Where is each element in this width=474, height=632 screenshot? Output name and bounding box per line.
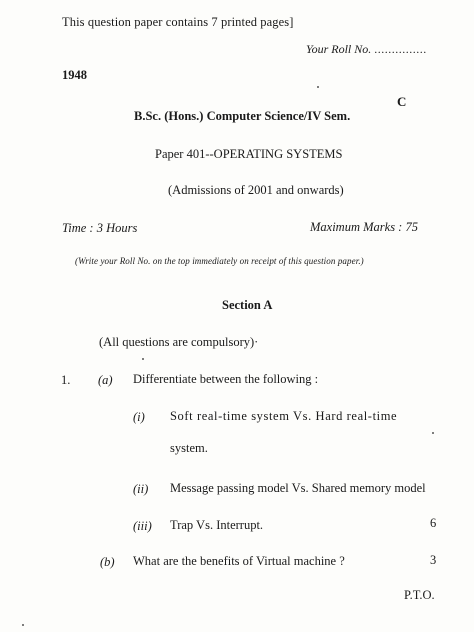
scan-speck bbox=[142, 358, 144, 360]
item-i-text: Soft real-time system Vs. Hard real-time bbox=[170, 409, 398, 423]
section-note: (All questions are compulsory)· bbox=[99, 335, 259, 349]
pto-footer: P.T.O. bbox=[404, 588, 435, 602]
part-a-label: (a) bbox=[98, 373, 113, 387]
item-ii-label: (ii) bbox=[133, 482, 149, 496]
roll-blank: ............... bbox=[374, 42, 427, 56]
part-b-text: What are the benefits of Virtual machine ? bbox=[133, 554, 345, 568]
time-allowed: Time : 3 Hours bbox=[62, 221, 138, 235]
item-i-continuation: system. bbox=[170, 441, 208, 455]
maximum-marks: Maximum Marks : 75 bbox=[310, 220, 418, 234]
section-heading: Section A bbox=[222, 298, 273, 312]
part-a-text: Differentiate between the following : bbox=[133, 372, 319, 386]
item-iii-label: (iii) bbox=[133, 519, 152, 533]
pages-note: This question paper contains 7 printed pages] bbox=[62, 15, 294, 29]
paper-title: Paper 401--OPERATING SYSTEMS bbox=[155, 147, 343, 161]
scan-speck bbox=[432, 432, 434, 434]
question-number: 1. bbox=[61, 373, 71, 387]
item-iii-text: Trap Vs. Interrupt. bbox=[170, 518, 264, 532]
roll-number-line bbox=[306, 43, 427, 55]
set-letter: C bbox=[397, 94, 407, 109]
item-i-label: (i) bbox=[133, 410, 145, 424]
part-b-label: (b) bbox=[100, 555, 115, 569]
roll-label: Your Roll No. bbox=[306, 42, 372, 56]
scan-speck bbox=[317, 86, 319, 88]
paper-code: 1948 bbox=[62, 68, 87, 82]
admissions-note: (Admissions of 2001 and onwards) bbox=[168, 183, 344, 197]
part-a-marks: 6 bbox=[430, 516, 437, 530]
degree-title: B.Sc. (Hons.) Computer Science/IV Sem. bbox=[134, 109, 351, 123]
item-ii-text: Message passing model Vs. Shared memory model bbox=[170, 481, 426, 495]
part-b-marks: 3 bbox=[430, 553, 437, 567]
scan-speck bbox=[22, 624, 24, 626]
roll-instruction: (Write your Roll No. on the top immediately on receipt of this question paper.) bbox=[75, 256, 364, 266]
